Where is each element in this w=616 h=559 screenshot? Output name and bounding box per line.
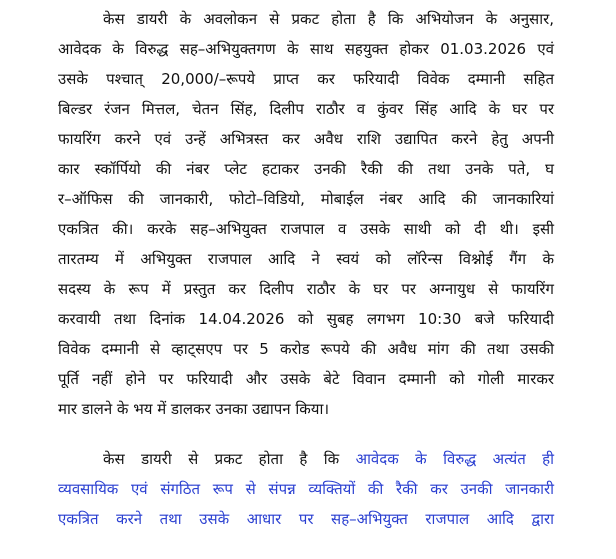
paragraph-1-line-12: विवेक दम्मानी से व्हाट्सएप पर 5 करोड रूपये की अवैध मांग की तथा उसकी xyxy=(58,340,554,358)
paragraph-2-line-3: एकत्रित करने तथा उसके आधार पर सह–अभियुक्त राजपाल आदि द्वारा xyxy=(58,510,554,528)
paragraph-1-line-4: बिल्डर रंजन मित्तल, चेतन सिंह, दिलीप राठौर व कुंवर सिंह आदि के घर पर xyxy=(58,100,554,118)
paragraph-1-line-13: पूर्ति नहीं होने पर फरियादी और उसके बेटे विवान दम्मानी को गोली मारकर xyxy=(58,370,554,388)
paragraph-2-plain-text: केस डायरी से प्रकट होता है कि xyxy=(103,450,340,468)
paragraph-1-line-3: उसके पश्चात् 20,000/–रूपये प्राप्त कर फरियादी विवेक दम्मानी सहित xyxy=(58,70,554,88)
paragraph-1-line-7: र–ऑफिस की जानकारी, फोटो–विडियो, मोबाईल नंबर आदि की जानकारियां xyxy=(58,190,554,208)
paragraph-2-line-1 xyxy=(103,444,554,474)
paragraph-1-line-10: सदस्य के रूप में प्रस्तुत कर दिलीप राठौर के घर पर अग्नायुध से फायरिंग xyxy=(58,280,554,298)
paragraph-1-line-6: कार स्कॉर्पियो की नंबर प्लेट हटाकर उनकी रैकी की तथा उनके पते, घ xyxy=(58,160,554,178)
paragraph-1-line-11: करवायी तथा दिनांक 14.04.2026 को सुबह लगभग 10:30 बजे फरियादी xyxy=(58,310,554,328)
paragraph-2-line-2: व्यवसायिक एवं संगठित रूप से संपन्न व्यक्तियों की रैकी कर उनकी जानकारी xyxy=(58,480,554,498)
paragraph-2-highlight-start: आवेदक के विरुद्ध अत्यंत ही xyxy=(355,450,555,468)
paragraph-1-line-14: मार डालने के भय में डालकर उनका उद्यापन किया। xyxy=(58,400,330,418)
paragraph-1-line-1: केस डायरी के अवलोकन से प्रकट होता है कि अभियोजन के अनुसार, xyxy=(103,10,554,28)
paragraph-1-line-9: तारतम्य में अभियुक्त राजपाल आदि ने स्वयं को लॉरेन्स विश्नोई गैंग के xyxy=(58,250,554,268)
paragraph-1-line-5: फायरिंग करने एवं उन्हें अभित्रस्त कर अवैध राशि उद्यापित करने हेतु अपनी xyxy=(58,130,554,148)
paragraph-1-line-2: आवेदक के विरुद्ध सह–अभियुक्तगण के साथ सहयुक्त होकर 01.03.2026 एवं xyxy=(58,40,554,58)
paragraph-1-line-8: एकत्रित की। करके सह–अभियुक्त राजपाल व उसके साथी को दी थी। इसी xyxy=(58,220,554,238)
